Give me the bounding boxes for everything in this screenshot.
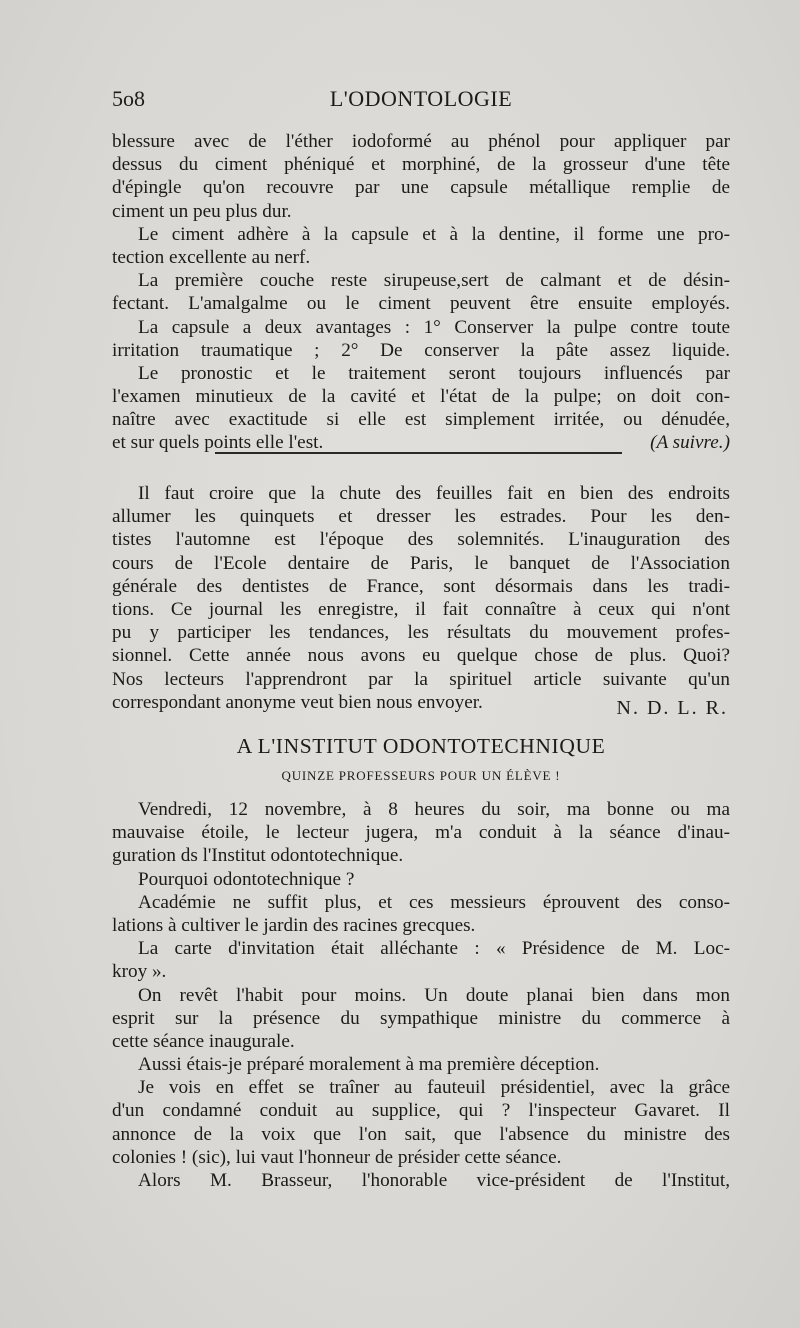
editorial-note xyxy=(112,482,730,714)
text-line: fectant. L'amalgalme ou le ciment peuvent être ensuite employés. xyxy=(112,293,730,315)
section-continued-text xyxy=(112,130,730,455)
text-line: tions. Ce journal les enregistre, il fait connaître à ceux qui n'ont xyxy=(112,598,730,620)
text-line: Aussi étais-je préparé moralement à ma première déception. xyxy=(138,1054,600,1076)
text-line: lations à cultiver le jardin des racines grecques. xyxy=(112,914,476,936)
text-line: cours de l'Ecole dentaire de Paris, le banquet de l'Association xyxy=(112,552,730,574)
text-line: naître avec exactitude si elle est simplement irritée, ou dénudée, xyxy=(112,409,730,431)
text-line: l'examen minutieux de la cavité et l'état de la pulpe; on doit con- xyxy=(112,386,730,408)
text-line: cette séance inaugurale. xyxy=(112,1030,295,1052)
text-line: Académie ne suffit plus, et ces messieurs éprouvent des conso- xyxy=(138,891,730,913)
text-line-end: et sur quels points elle l'est. xyxy=(112,432,324,454)
text-line: générale des dentistes de France, sont désormais dans les tradi- xyxy=(112,575,730,597)
text-line: Je vois en effet se traîner au fauteuil présidentiel, avec la grâce xyxy=(138,1077,730,1099)
text-line: Le pronostic et le traitement seront toujours influencés par xyxy=(138,362,730,384)
text-line: d'un condamné conduit au supplice, qui ? l'inspecteur Gavaret. Il xyxy=(112,1100,730,1122)
text-line: irritation traumatique ; 2° De conserver la pâte assez liquide. xyxy=(112,339,730,361)
signature-text: N. D. L. R. xyxy=(616,697,728,719)
editorial-signature xyxy=(112,697,730,720)
text-line: tistes l'automne est l'époque des solemnités. L'inauguration des xyxy=(112,529,730,551)
text-line: mauvaise étoile, le lecteur jugera, m'a conduit à la séance d'inau- xyxy=(112,822,730,844)
running-title: L'ODONTOLOGIE xyxy=(329,86,513,111)
text-line: pu y participer les tendances, les résultats du mouvement profes- xyxy=(112,622,730,644)
text-line: Vendredi, 12 novembre, à 8 heures du soir, ma bonne ou ma xyxy=(138,799,730,820)
text-line: Il faut croire que la chute des feuilles fait en bien des endroits xyxy=(138,483,730,504)
text-line: blessure avec de l'éther iodoformé au phénol pour appliquer par xyxy=(112,131,730,152)
text-line: kroy ». xyxy=(112,961,167,983)
text-line: dessus du ciment phéniqué et morphiné, de la grosseur d'une tête xyxy=(112,154,730,176)
page-number: 5o8 xyxy=(112,86,145,111)
text-line: La première couche reste sirupeuse,sert de calmant et de désin- xyxy=(138,270,730,292)
text-line: sionnel. Cette année nous avons eu quelque chose de plus. Quoi? xyxy=(112,645,730,667)
text-line: Le ciment adhère à la capsule et à la dentine, il forme une pro- xyxy=(138,223,730,245)
text-line: colonies ! (sic), lui vaut l'honneur de présider cette séance. xyxy=(112,1146,562,1168)
text-line: allumer les quinquets et dresser les estrades. Pour les den- xyxy=(112,506,730,528)
text-line: On revêt l'habit pour moins. Un doute planai bien dans mon xyxy=(138,984,730,1006)
text-line: tection excellente au nerf. xyxy=(112,246,311,268)
continuation-note: (A suivre.) xyxy=(650,432,730,454)
text-line: Nos lecteurs l'apprendront par la spirituel article suivante qu'un xyxy=(112,668,730,690)
text-line: La carte d'invitation était alléchante : « Présidence de M. Loc- xyxy=(138,938,730,960)
article-title: A L'INSTITUT ODONTOTECHNIQUE xyxy=(236,734,606,758)
text-line: La capsule a deux avantages : 1° Conserver la pulpe contre toute xyxy=(138,316,730,338)
text-line: annonce de la voix que l'on sait, que l'absence du ministre des xyxy=(112,1123,730,1145)
text-line: Alors M. Brasseur, l'honorable vice-président de l'Institut, xyxy=(138,1170,730,1191)
text-line: correspondant anonyme veut bien nous envoyer. xyxy=(112,691,483,713)
text-line: esprit sur la présence du sympathique ministre du commerce à xyxy=(112,1007,730,1029)
text-line: ciment un peu plus dur. xyxy=(112,200,292,222)
text-line: Pourquoi odontotechnique ? xyxy=(138,868,355,890)
article-body xyxy=(112,798,730,1192)
text-line: d'épingle qu'on recouvre par une capsule métallique remplie de xyxy=(112,177,730,199)
section-divider xyxy=(215,452,622,454)
article-subtitle: QUINZE PROFESSEURS POUR UN ÉLÈVE ! xyxy=(281,768,561,783)
text-line: guration ds l'Institut odontotechnique. xyxy=(112,845,404,867)
page-header xyxy=(112,86,730,116)
